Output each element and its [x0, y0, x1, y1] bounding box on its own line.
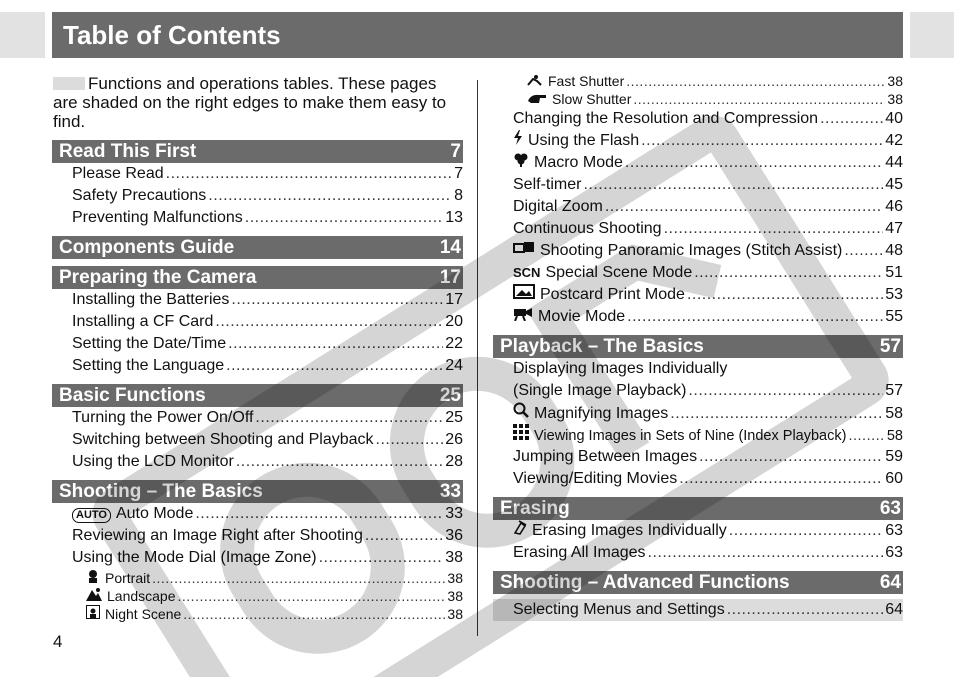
entry-label: (Single Image Playback) [513, 382, 687, 399]
entry-label: Preventing Malfunctions [72, 209, 243, 226]
leader-dots [255, 407, 443, 429]
entry-page: 60 [885, 470, 903, 487]
entry-page: 48 [885, 242, 903, 259]
leader-dots [228, 333, 443, 355]
leader-dots [231, 289, 443, 311]
right-edge-tab [910, 12, 954, 58]
entry-page: 64 [885, 601, 903, 618]
leader-dots [687, 284, 883, 306]
section-page: 64 [879, 572, 901, 593]
entry-label: Setting the Language [72, 357, 225, 374]
entry-label: Selecting Menus and Settings [513, 601, 725, 618]
entry-label: Postcard Print Mode [540, 286, 685, 303]
section-title: Read This First [59, 141, 197, 162]
toc-entry[interactable] [52, 429, 463, 451]
page-number: 4 [53, 632, 63, 651]
entry-page: 28 [445, 453, 463, 470]
section-preparing-camera[interactable] [52, 266, 463, 289]
postcard-icon [513, 284, 535, 306]
entry-page: 40 [885, 110, 903, 127]
entry-label: Displaying Images Individually [513, 360, 728, 377]
entry-label: Changing the Resolution and Compression [513, 110, 819, 127]
entry-label: Slow Shutter [552, 91, 632, 107]
toc-entry[interactable] [493, 446, 903, 468]
entry-page: 53 [885, 286, 903, 303]
entry-page: 57 [885, 382, 903, 399]
entry-page: 20 [445, 313, 463, 330]
leader-dots [245, 207, 443, 229]
shade-swatch [53, 77, 85, 90]
macro-icon [513, 152, 529, 174]
entry-page: 38 [447, 570, 463, 586]
toc-entry-shaded[interactable] [493, 599, 903, 621]
section-title: Playback – The Basics [500, 336, 704, 357]
entry-label: Landscape [107, 588, 176, 604]
toc-entry[interactable] [52, 587, 463, 605]
entry-page: 63 [885, 522, 903, 539]
entry-label: Erasing Images Individually [532, 522, 727, 539]
entry-page: 58 [885, 405, 903, 422]
leader-dots [178, 587, 446, 605]
entry-page: 26 [445, 431, 463, 448]
leader-dots [688, 380, 883, 402]
section-read-this-first[interactable] [52, 140, 463, 163]
section-shooting-basics[interactable] [52, 480, 463, 503]
entry-label: Night Scene [105, 606, 182, 622]
leader-dots [226, 355, 443, 377]
auto-mode-icon: AUTO [72, 508, 111, 523]
night-scene-icon [86, 605, 100, 624]
toc-entry[interactable] [52, 605, 463, 623]
entry-page: 47 [885, 220, 903, 237]
entry-page: 36 [445, 527, 463, 544]
toc-entry[interactable] [493, 284, 903, 306]
entry-page: 38 [447, 588, 463, 604]
toc-entry[interactable] [493, 240, 903, 262]
right-column [493, 72, 903, 621]
toc-entry[interactable] [493, 380, 903, 402]
entry-label: Using the Mode Dial (Image Zone) [72, 549, 317, 566]
entry-page: 13 [445, 209, 463, 226]
entry-label: Movie Mode [538, 308, 626, 325]
leader-dots [679, 468, 883, 490]
toc-entry[interactable] [493, 306, 903, 328]
toc-entry[interactable] [493, 152, 903, 174]
toc-entry[interactable] [52, 333, 463, 355]
scn-icon: SCN [513, 265, 541, 280]
leader-dots [183, 605, 445, 623]
toc-entry[interactable] [493, 108, 903, 130]
toc-entry[interactable] [52, 525, 463, 547]
entry-label: Erasing All Images [513, 544, 646, 561]
toc-entry[interactable] [493, 130, 903, 152]
entry-page: 44 [885, 154, 903, 171]
leader-dots [633, 90, 885, 108]
section-page: 57 [879, 336, 901, 357]
entry-label: Turning the Power On/Off [72, 409, 254, 426]
leader-dots [236, 451, 443, 473]
section-page: 63 [879, 498, 901, 519]
leader-dots [195, 503, 443, 525]
entry-page: 55 [885, 308, 903, 325]
entry-label: Installing a CF Card [72, 313, 214, 330]
flash-icon [513, 130, 523, 152]
toc-entry[interactable] [493, 358, 903, 380]
toc-entry[interactable] [52, 569, 463, 587]
toc-entry[interactable] [52, 451, 463, 473]
entry-page: 38 [445, 549, 463, 566]
index-icon [513, 424, 529, 447]
erase-icon [513, 520, 527, 542]
leader-dots [820, 108, 883, 130]
entry-label: Installing the Batteries [72, 291, 230, 308]
leader-dots [848, 425, 884, 447]
entry-page: 59 [885, 448, 903, 465]
entry-page: 7 [454, 165, 463, 182]
entry-page: 17 [445, 291, 463, 308]
toc-entry[interactable] [52, 355, 463, 377]
intro-text: Functions and operations tables. These pages are shaded on the right edges to make them easy to find. [53, 74, 447, 131]
toc-entry[interactable] [493, 542, 903, 564]
section-shooting-advanced[interactable] [493, 571, 903, 594]
entry-label: Fast Shutter [548, 73, 625, 89]
leader-dots [319, 547, 444, 569]
section-erasing[interactable] [493, 497, 903, 520]
toc-entry[interactable] [52, 407, 463, 429]
entry-page: 38 [887, 91, 903, 107]
toc-entry[interactable] [493, 72, 903, 90]
entry-label: Portrait [105, 570, 151, 586]
entry-page: 22 [445, 335, 463, 352]
entry-label: Macro Mode [534, 154, 623, 171]
entry-page: 42 [885, 132, 903, 149]
left-column [52, 140, 463, 623]
entry-label: Self-timer [513, 176, 582, 193]
entry-page: 38 [887, 73, 903, 89]
leader-dots [844, 240, 883, 262]
leader-dots [166, 163, 452, 185]
leader-dots [215, 311, 443, 333]
leader-dots [694, 262, 883, 284]
magnify-icon [513, 402, 529, 425]
toc-entry[interactable] [493, 174, 903, 196]
portrait-icon [86, 569, 100, 588]
entry-label: Safety Precautions [72, 187, 207, 204]
toc-entry[interactable] [52, 207, 463, 229]
column-divider [477, 80, 478, 636]
page-title: Table of Contents [52, 12, 903, 58]
leader-dots [699, 446, 883, 468]
leader-dots [627, 306, 883, 328]
toc-entry[interactable] [52, 163, 463, 185]
entry-label: Using the LCD Monitor [72, 453, 234, 470]
leader-dots [648, 542, 884, 564]
entry-page: 51 [885, 264, 903, 281]
fast-shutter-icon [527, 73, 543, 91]
entry-label: Magnifying Images [534, 405, 669, 422]
leader-dots [670, 403, 883, 425]
toc-entry[interactable] [493, 262, 903, 284]
movie-icon [513, 306, 533, 328]
toc-entry[interactable] [493, 218, 903, 240]
toc-entry[interactable] [52, 547, 463, 569]
entry-label: Continuous Shooting [513, 220, 662, 237]
leader-dots [365, 525, 443, 547]
entry-page: 46 [885, 198, 903, 215]
section-title: Components Guide [59, 237, 235, 258]
entry-label: Viewing/Editing Movies [513, 470, 678, 487]
intro-note [53, 74, 465, 131]
entry-page: 25 [445, 409, 463, 426]
section-title: Erasing [500, 498, 570, 519]
leader-dots [208, 185, 452, 207]
toc-entry[interactable] [52, 185, 463, 207]
entry-label: Please Read [72, 165, 164, 182]
toc-entry[interactable] [493, 424, 903, 446]
section-page: 7 [450, 141, 461, 162]
entry-page: 33 [445, 505, 463, 522]
entry-label: Using the Flash [528, 132, 640, 149]
entry-page: 38 [447, 606, 463, 622]
toc-entry[interactable] [493, 402, 903, 424]
section-page: 25 [439, 385, 461, 406]
section-playback-basics[interactable] [493, 335, 903, 358]
toc-entry[interactable] [493, 90, 903, 108]
section-basic-functions[interactable] [52, 384, 463, 407]
toc-entry[interactable] [52, 311, 463, 333]
entry-label: Reviewing an Image Right after Shooting [72, 527, 363, 544]
section-title: Shooting – Advanced Functions [500, 572, 790, 593]
leader-dots [729, 520, 883, 542]
toc-entry[interactable] [493, 520, 903, 542]
toc-entry[interactable] [493, 468, 903, 490]
entry-label: Shooting Panoramic Images (Stitch Assist) [540, 242, 843, 259]
section-page: 14 [439, 237, 461, 258]
entry-label: Auto Mode [115, 505, 194, 522]
section-page: 17 [439, 267, 461, 288]
entry-page: 58 [886, 428, 903, 444]
section-page: 33 [439, 481, 461, 502]
leader-dots [727, 599, 884, 621]
entry-page: 45 [885, 176, 903, 193]
toc-entry[interactable] [493, 196, 903, 218]
leader-dots [625, 152, 883, 174]
landscape-icon [86, 587, 102, 606]
left-edge-tab [0, 12, 45, 58]
toc-entry[interactable] [52, 503, 463, 525]
entry-page: 24 [445, 357, 463, 374]
entry-label: Special Scene Mode [545, 264, 693, 281]
leader-dots [376, 429, 444, 451]
section-title: Shooting – The Basics [59, 481, 263, 502]
slow-shutter-icon [527, 91, 547, 109]
leader-dots [641, 130, 883, 152]
section-title: Basic Functions [59, 385, 206, 406]
leader-dots [583, 174, 883, 196]
entry-label: Digital Zoom [513, 198, 603, 215]
entry-label: Jumping Between Images [513, 448, 698, 465]
toc-entry[interactable] [52, 289, 463, 311]
entry-page: 63 [885, 544, 903, 561]
leader-dots [605, 196, 883, 218]
entry-label: Viewing Images in Sets of Nine (Index Playback) [534, 428, 847, 444]
entry-label: Setting the Date/Time [72, 335, 227, 352]
entry-label: Switching between Shooting and Playback [72, 431, 374, 448]
leader-dots [626, 72, 885, 90]
leader-dots [152, 569, 445, 587]
stitch-assist-icon [513, 240, 535, 262]
section-components-guide[interactable] [52, 236, 463, 259]
section-title: Preparing the Camera [59, 267, 257, 288]
entry-page: 8 [454, 187, 463, 204]
leader-dots [664, 218, 884, 240]
